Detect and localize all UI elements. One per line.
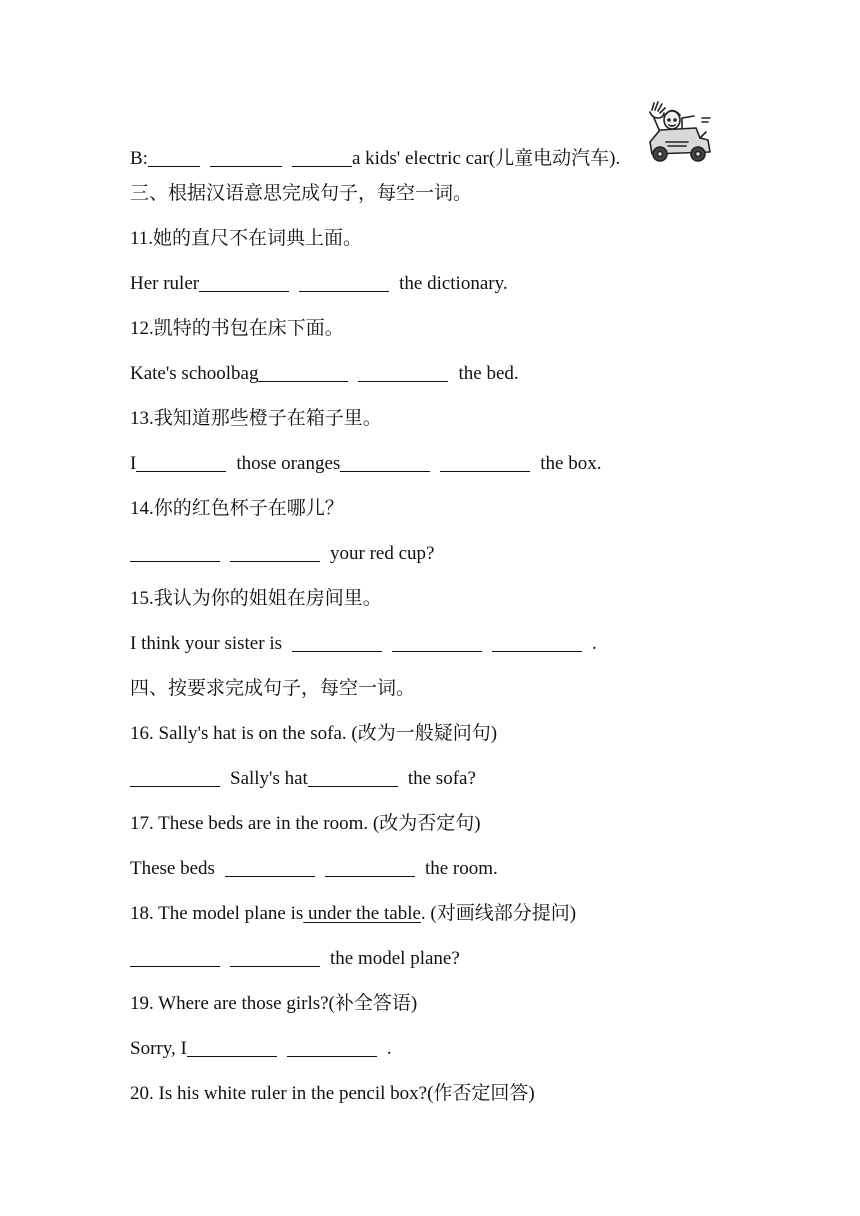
sentence-text: the bed. (458, 363, 519, 384)
blank[interactable] (258, 363, 348, 382)
sentence-text: the dictionary. (399, 273, 508, 294)
question-14-chinese: 14.你的红色杯子在哪儿？ (130, 498, 344, 519)
sentence-text: I (130, 453, 137, 474)
sentence-text: I think your sister is (130, 633, 282, 654)
question-17-answer (130, 858, 498, 880)
sentence-text: Sally's hat (230, 768, 308, 789)
sentence-text: your red cup? (330, 543, 435, 564)
blank[interactable] (492, 633, 582, 652)
question-19-answer (130, 1038, 392, 1060)
question-12-chinese: 12.凯特的书包在床下面。 (130, 318, 344, 339)
blank[interactable] (299, 273, 389, 292)
question-13-chinese: 13.我知道那些橙子在箱子里。 (130, 408, 382, 429)
blank[interactable] (136, 453, 226, 472)
question-13-answer (130, 453, 602, 475)
answer-text: a kids' electric car(儿童电动汽车). (351, 148, 621, 169)
question-20: 20. Is his white ruler in the pencil box?(作否定回答) (130, 1083, 535, 1104)
blank[interactable] (358, 363, 448, 382)
blank[interactable] (292, 148, 352, 167)
sentence-text: These beds (130, 858, 215, 879)
blank[interactable] (325, 858, 415, 877)
blank[interactable] (308, 768, 398, 787)
question-16-answer (130, 768, 476, 790)
blank[interactable] (148, 148, 200, 167)
sentence-text: Her ruler (130, 273, 200, 294)
question-14-answer (130, 543, 434, 565)
question-11-answer (130, 273, 508, 295)
blank[interactable] (199, 273, 289, 292)
section-3-heading: 三、根据汉语意思完成句子，每空一词。 (130, 183, 473, 204)
sentence-text: the box. (540, 453, 602, 474)
blank[interactable] (130, 768, 220, 787)
speaker-b-label: B: (130, 148, 148, 169)
question-11-chinese: 11.她的直尺不在词典上面。 (130, 228, 363, 249)
cartoon-boy-in-car-icon (642, 100, 714, 166)
question-17: 17. These beds are in the room. (改为否定句) (130, 813, 481, 834)
question-19: 19. Where are those girls?(补全答语) (130, 993, 418, 1014)
sentence-text: Sorry, I (130, 1038, 187, 1059)
section-4-heading: 四、按要求完成句子，每空一词。 (130, 678, 416, 699)
underlined-phrase: under the table (303, 903, 421, 924)
blank[interactable] (230, 948, 320, 967)
question-18 (130, 903, 576, 925)
sentence-text: the room. (424, 858, 498, 879)
blank[interactable] (287, 1038, 377, 1057)
sentence-text: . (592, 633, 597, 654)
sentence-text: . (386, 1038, 392, 1059)
question-18-answer (130, 948, 460, 970)
blank[interactable] (130, 543, 220, 562)
blank[interactable] (187, 1038, 277, 1057)
question-15-chinese: 15.我认为你的姐姐在房间里。 (130, 588, 382, 609)
sentence-text: the model plane? (330, 948, 460, 969)
sentence-text: the sofa? (407, 768, 476, 789)
blank[interactable] (292, 633, 382, 652)
blank[interactable] (230, 543, 320, 562)
sentence-text: 18. The model plane is (130, 903, 304, 924)
question-15-answer (130, 633, 597, 655)
blank[interactable] (225, 858, 315, 877)
question-16: 16. Sally's hat is on the sofa. (改为一般疑问句) (130, 723, 498, 744)
blank[interactable] (440, 453, 530, 472)
blank[interactable] (340, 453, 430, 472)
sentence-text: Kate's schoolbag (130, 363, 259, 384)
answer-line-b (130, 148, 620, 170)
blank[interactable] (130, 948, 220, 967)
sentence-text: . (对画线部分提问) (420, 903, 577, 924)
blank[interactable] (210, 148, 282, 167)
sentence-text: those oranges (236, 453, 341, 474)
blank[interactable] (392, 633, 482, 652)
question-12-answer (130, 363, 519, 385)
